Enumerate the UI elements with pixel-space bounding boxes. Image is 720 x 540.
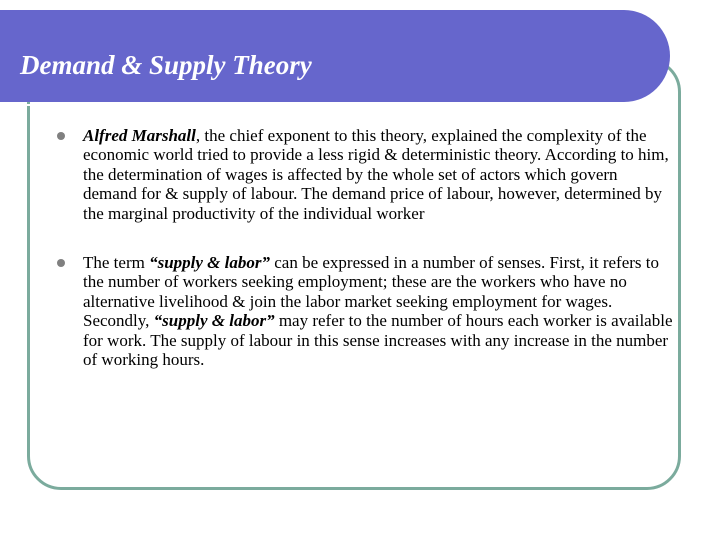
bullet-emphasis: Alfred Marshall bbox=[83, 126, 196, 145]
bullet-list bbox=[57, 126, 673, 369]
title-bar bbox=[0, 10, 670, 102]
bullet-text: The term bbox=[83, 253, 150, 273]
bullet-dot-icon bbox=[57, 259, 65, 267]
bullet-text: , the chief exponent to this theory, explained the complexity of the economic world tried to provide a less rigid & deterministic theory. According to him, the determination of wages is affected by the whole set of actors which govern demand for & supply of labour. The demand price of labour, however, determined by the marginal productivity of the individual worker bbox=[83, 126, 669, 223]
bullet-item-supply-labor bbox=[57, 253, 673, 369]
title-underline bbox=[20, 104, 637, 106]
bullet-dot-icon bbox=[57, 132, 65, 140]
bullet-emphasis: “supply & labor” bbox=[149, 253, 270, 273]
bullet-item-marshall bbox=[57, 126, 673, 223]
bullet-text: may refer to the number of hours each worker is available for work. The supply of labour in this sense increases with any increase in the number of working hours. bbox=[83, 311, 673, 370]
bullet-emphasis: “supply & labor” bbox=[153, 311, 275, 331]
slide-title: Demand & Supply Theory bbox=[20, 50, 312, 80]
bullet-text: can be expressed in a number of senses. First, it refers to the number of workers seeking employment; these are the workers who have no alternative livelihood & join the labor market seeking employment for wages. Secondly, bbox=[83, 253, 659, 331]
